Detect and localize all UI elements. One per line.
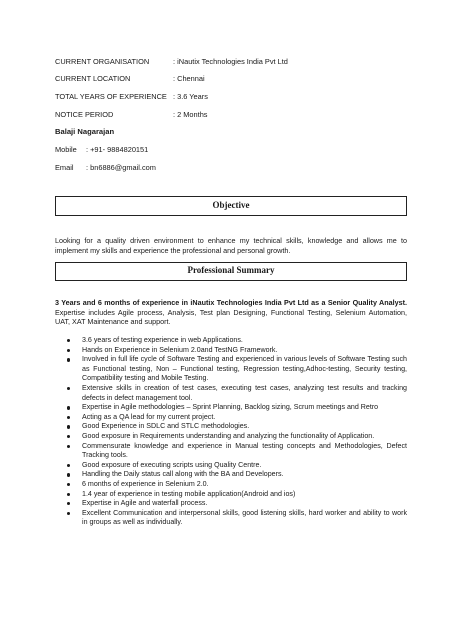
contact-row-email bbox=[55, 163, 156, 172]
bullet-icon bbox=[67, 435, 70, 438]
info-value: : 3.6 Years bbox=[173, 92, 208, 101]
list-item bbox=[55, 490, 407, 500]
contact-label: Mobile bbox=[55, 145, 77, 154]
list-item bbox=[55, 346, 407, 356]
list-item-text: Good exposure in Requirements understanding and analyzing the functionality of Application. bbox=[82, 431, 375, 440]
bullet-icon bbox=[67, 473, 70, 476]
bullet-icon bbox=[67, 483, 70, 486]
list-item bbox=[55, 384, 407, 403]
bullet-icon bbox=[67, 445, 70, 448]
list-item-text: Good Experience in SDLC and STLC methodologies. bbox=[82, 422, 250, 431]
bullet-icon bbox=[67, 425, 70, 428]
bullet-icon bbox=[67, 464, 70, 467]
list-item-text: Extensive skills in creation of test cases, executing test cases, analyzing test results and tracking defects in defect management tool. bbox=[82, 383, 407, 402]
list-item-text: Handling the Daily status call along with the BA and Developers. bbox=[82, 470, 284, 479]
info-label: TOTAL YEARS OF EXPERIENCE bbox=[55, 92, 167, 101]
info-row-experience bbox=[55, 92, 208, 101]
list-item-text: 6 months of experience in Selenium 2.0. bbox=[82, 479, 209, 488]
objective-text: Looking for a quality driven environment to enhance my technical skills, knowledge and allows me to implement my skills and experience the professional and personal growth. bbox=[55, 236, 407, 255]
list-item-text: Expertise in Agile and waterfall process. bbox=[82, 499, 208, 508]
info-row-notice-period bbox=[55, 110, 208, 119]
list-item bbox=[55, 336, 407, 346]
bullet-icon bbox=[67, 406, 70, 409]
info-value: : 2 Months bbox=[173, 110, 208, 119]
list-item bbox=[55, 413, 407, 423]
professional-summary-heading: Professional Summary bbox=[55, 262, 407, 281]
bullet-icon bbox=[67, 387, 70, 390]
info-label: CURRENT LOCATION bbox=[55, 74, 131, 83]
list-item-text: Hands on Experience in Selenium 2.0and TestNG Framework. bbox=[82, 345, 278, 354]
bullet-icon bbox=[67, 339, 70, 342]
info-value: : Chennai bbox=[173, 74, 205, 83]
info-row-location bbox=[55, 74, 205, 83]
summary-bullet-list bbox=[55, 336, 407, 528]
contact-value: : bn6886@gmail.com bbox=[86, 163, 156, 172]
info-row-organisation bbox=[55, 57, 288, 66]
list-item-text: 3.6 years of testing experience in web Applications. bbox=[82, 336, 243, 344]
list-item bbox=[55, 509, 407, 528]
summary-intro-rest: Expertise includes Agile process, Analysis, Test plan Designing, Functional Testing, Selenium Automation, UAT, XAT Maintenance and support. bbox=[55, 307, 407, 327]
list-item bbox=[55, 499, 407, 509]
list-item-text: Good exposure of executing scripts using Quality Centre. bbox=[82, 460, 262, 469]
bullet-icon bbox=[67, 358, 70, 361]
contact-label: Email bbox=[55, 163, 74, 172]
list-item bbox=[55, 422, 407, 432]
list-item bbox=[55, 432, 407, 442]
list-item bbox=[55, 461, 407, 471]
list-item bbox=[55, 355, 407, 384]
objective-heading: Objective bbox=[55, 196, 407, 216]
info-label: CURRENT ORGANISATION bbox=[55, 57, 150, 66]
candidate-name: Balaji Nagarajan bbox=[55, 127, 115, 136]
contact-row-mobile bbox=[55, 145, 148, 154]
list-item-text: Excellent Communication and interpersonal skills, good listening skills, hard worker and ability to work in groups as well as individually. bbox=[82, 508, 407, 527]
bullet-icon bbox=[67, 349, 70, 352]
list-item bbox=[55, 480, 407, 490]
contact-value: : +91- 9884820151 bbox=[86, 145, 149, 154]
info-value: : iNautix Technologies India Pvt Ltd bbox=[173, 57, 288, 66]
bullet-icon bbox=[67, 493, 70, 496]
list-item-text: Acting as a QA lead for my current project. bbox=[82, 412, 216, 421]
list-item bbox=[55, 470, 407, 480]
bullet-icon bbox=[67, 502, 70, 505]
summary-intro-bold: 3 Years and 6 months of experience in iNautix Technologies India Pvt Ltd as a Senior Quality Analyst. bbox=[55, 298, 407, 307]
info-label: NOTICE PERIOD bbox=[55, 110, 114, 119]
summary-intro bbox=[55, 298, 407, 327]
bullet-icon bbox=[67, 416, 70, 419]
list-item-text: 1.4 year of experience in testing mobile application(Android and ios) bbox=[82, 489, 296, 498]
list-item-text: Expertise in Agile methodologies – Sprint Planning, Backlog sizing, Scrum meetings and Retro bbox=[82, 403, 379, 412]
list-item-text: Involved in full life cycle of Software Testing and experienced in various levels of Software Testing such as Functional testing, Non – Functional testing, Regression testing,Adhoc-testing, Security testing, Compatibility testing and Mobile Testing. bbox=[82, 355, 407, 383]
bullet-icon bbox=[67, 512, 70, 515]
list-item-text: Commensurate knowledge and experience in Manual testing concepts and Methodologies, Defect Tracking tools. bbox=[82, 441, 407, 460]
list-item bbox=[55, 403, 407, 413]
list-item bbox=[55, 442, 407, 461]
